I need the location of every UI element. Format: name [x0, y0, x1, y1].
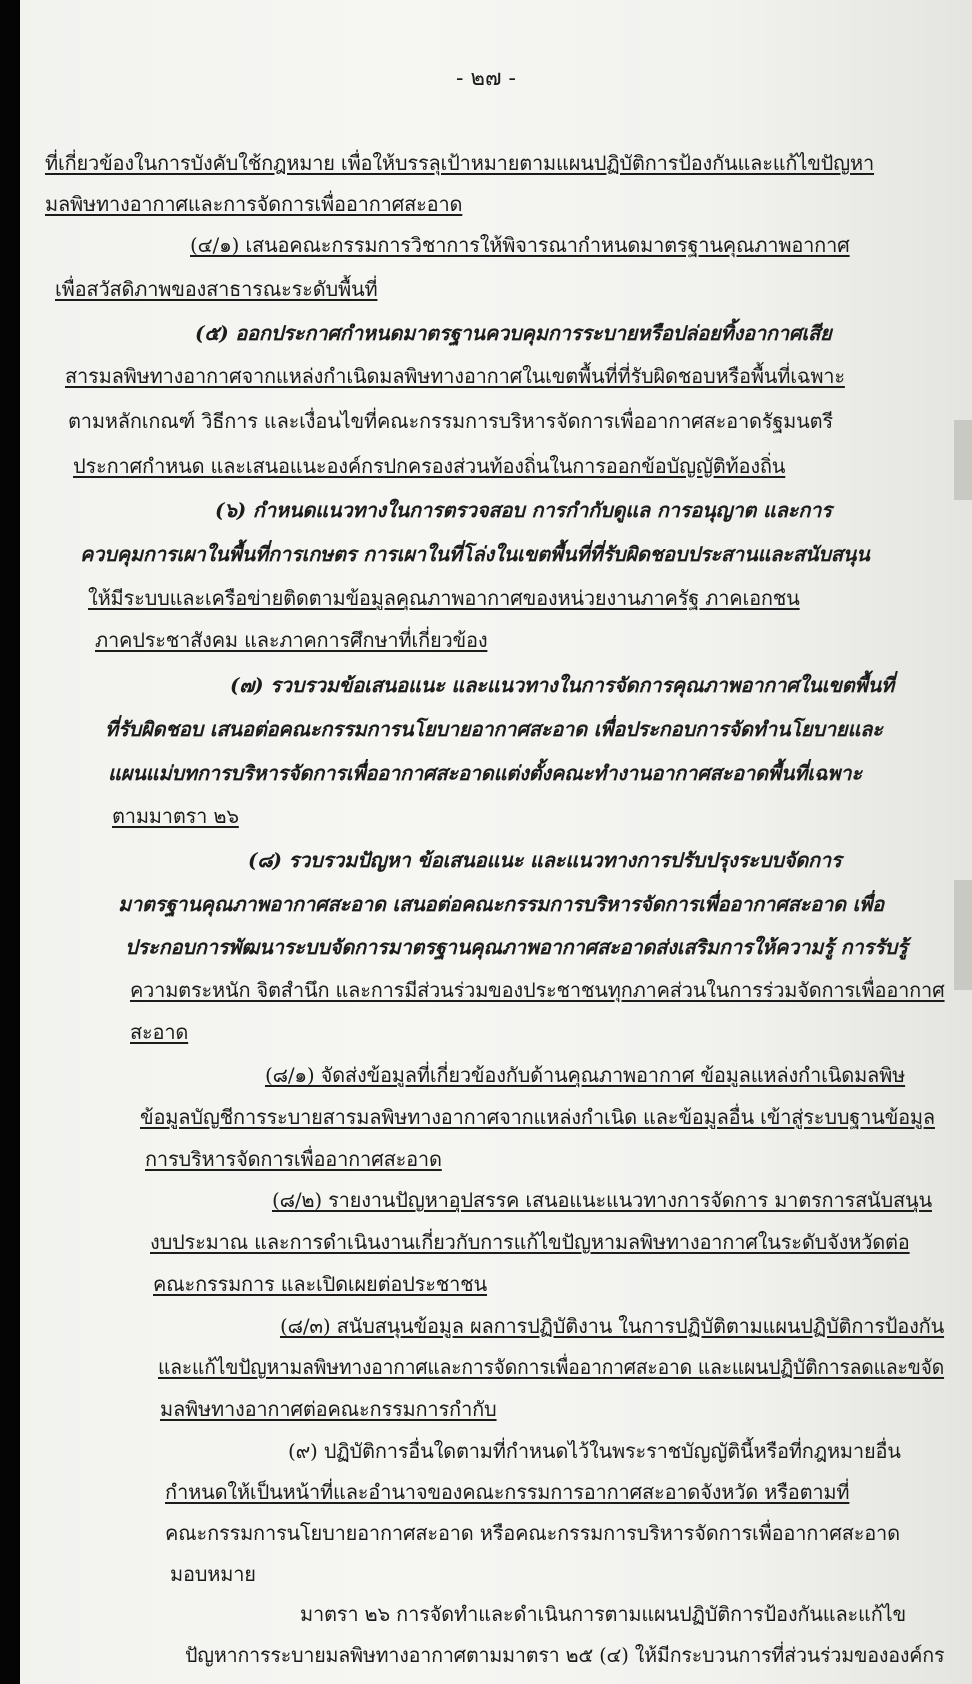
text-line: เพื่อสวัสดิภาพของสาธารณะระดับพื้นที่ — [55, 277, 378, 302]
text-line: สะอาด — [130, 1020, 189, 1045]
scan-shadow — [954, 880, 972, 990]
text-line: (๖) กำหนดแนวทางในการตรวจสอบ การกำกับดูแล การอนุญาต และการ — [215, 498, 832, 523]
text-line: กำหนดให้เป็นหน้าที่และอำนาจของคณะกรรมการอากาศสะอาดจังหวัด หรือตามที่ — [165, 1479, 850, 1504]
scan-left-edge — [0, 0, 20, 1684]
text-line: (๘) รวบรวมปัญหา ข้อเสนอแนะ และแนวทางการปรับปรุงระบบจัดการ — [248, 847, 842, 872]
text-line: คณะกรรมการนโยบายอากาศสะอาด หรือคณะกรรมการบริหารจัดการเพื่ออากาศสะอาด — [165, 1520, 900, 1545]
scan-shadow — [954, 420, 972, 500]
text-line: มาตรา ๒๖ การจัดทำและดำเนินการตามแผนปฏิบัติการป้องกันและแก้ไข — [300, 1602, 906, 1627]
text-line: (๘/๑) จัดส่งข้อมูลที่เกี่ยวข้องกับด้านคุณภาพอากาศ ข้อมูลแหล่งกำเนิดมลพิษ — [265, 1063, 906, 1088]
text-line: (๘/๓) สนับสนุนข้อมูล ผลการปฏิบัติงาน ในการปฏิบัติตามแผนปฏิบัติการป้องกัน — [280, 1313, 945, 1338]
text-line: สารมลพิษทางอากาศจากแหล่งกำเนิดมลพิษทางอากาศในเขตพื้นที่ที่รับผิดชอบหรือพื้นที่เฉพาะ — [65, 364, 845, 389]
text-line: มาตรฐานคุณภาพอากาศสะอาด เสนอต่อคณะกรรมการบริหารจัดการเพื่ออากาศสะอาด เพื่อ — [118, 891, 884, 916]
text-line: (๗) รวบรวมข้อเสนอแนะ และแนวทางในการจัดการคุณภาพอากาศในเขตพื้นที่ — [230, 673, 894, 698]
text-line: ความตระหนัก จิตสำนึก และการมีส่วนร่วมของประชาชนทุกภาคส่วนในการร่วมจัดการเพื่ออากาศ — [130, 977, 945, 1002]
page-number: - ๒๗ - — [456, 66, 516, 91]
text-line: ปัญหาการระบายมลพิษทางอากาศตามมาตรา ๒๕ (๔) ให้มีกระบวนการที่ส่วนร่วมขององค์กร — [185, 1643, 945, 1668]
text-line: งบประมาณ และการดำเนินงานเกี่ยวกับการแก้ไขปัญหามลพิษทางอากาศในระดับจังหวัดต่อ — [150, 1230, 910, 1255]
text-line: มอบหมาย — [170, 1561, 256, 1586]
text-line: ภาคประชาสังคม และภาคการศึกษาที่เกี่ยวข้อง — [95, 627, 488, 652]
text-line: ประกอบการพัฒนาระบบจัดการมาตรฐานคุณภาพอากาศสะอาดส่งเสริมการให้ความรู้ การรับรู้ — [125, 935, 908, 960]
text-line: มลพิษทางอากาศต่อคณะกรรมการกำกับ — [160, 1397, 497, 1422]
text-line: มลพิษทางอากาศและการจัดการเพื่ออากาศสะอาด — [45, 191, 463, 216]
text-line: แผนแม่บทการบริหารจัดการเพื่ออากาศสะอาดแต่งตั้งคณะทำงานอากาศสะอาดพื้นที่เฉพาะ — [108, 760, 862, 785]
text-line: ข้อมูลบัญชีการระบายสารมลพิษทางอากาศจากแหล่งกำเนิด และข้อมูลอื่น เข้าสู่ระบบฐานข้อมูล — [140, 1104, 935, 1129]
text-line: ให้มีระบบและเครือข่ายติดตามข้อมูลคุณภาพอากาศของหน่วยงานภาครัฐ ภาคเอกชน — [88, 586, 800, 611]
text-line: (๘/๒) รายงานปัญหาอุปสรรค เสนอแนะแนวทางการจัดการ มาตรการสนับสนุน — [272, 1188, 932, 1213]
text-line: (๔/๑) เสนอคณะกรรมการวิชาการให้พิจารณากำหนดมาตรฐานคุณภาพอากาศ — [190, 232, 850, 257]
text-line: และแก้ไขปัญหามลพิษทางอากาศและการจัดการเพื่ออากาศสะอาด และแผนปฏิบัติการลดและขจัด — [158, 1355, 945, 1380]
text-line: ประกาศกำหนด และเสนอแนะองค์กรปกครองส่วนท้องถิ่นในการออกข้อบัญญัติท้องถิ่น — [73, 453, 786, 478]
text-line: ตามหลักเกณฑ์ วิธีการ และเงื่อนไขที่คณะกรรมการบริหารจัดการเพื่ออากาศสะอาดรัฐมนตรี — [68, 408, 833, 433]
text-line: ควบคุมการเผาในพื้นที่การเกษตร การเผาในที่โล่งในเขตพื้นที่ที่รับผิดชอบประสานและสนับสนุน — [80, 541, 870, 566]
text-line: การบริหารจัดการเพื่ออากาศสะอาด — [145, 1146, 442, 1171]
text-line: คณะกรรมการ และเปิดเผยต่อประชาชน — [153, 1271, 488, 1296]
text-line: ที่เกี่ยวข้องในการบังคับใช้กฎหมาย เพื่อให้บรรลุเป้าหมายตามแผนปฏิบัติการป้องกันและแก้ไขปัญหา — [45, 151, 875, 175]
text-line: ที่รับผิดชอบ เสนอต่อคณะกรรมการนโยบายอากาศสะอาด เพื่อประกอบการจัดทำนโยบายและ — [105, 717, 883, 742]
text-line: ตามมาตรา ๒๖ — [112, 804, 239, 829]
text-line: (๙) ปฏิบัติการอื่นใดตามที่กำหนดไว้ในพระราชบัญญัตินี้หรือที่กฎหมายอื่น — [288, 1439, 901, 1463]
text-line: (๕) ออกประกาศกำหนดมาตรฐานควบคุมการระบายหรือปล่อยทิ้งอากาศเสีย — [195, 320, 832, 345]
